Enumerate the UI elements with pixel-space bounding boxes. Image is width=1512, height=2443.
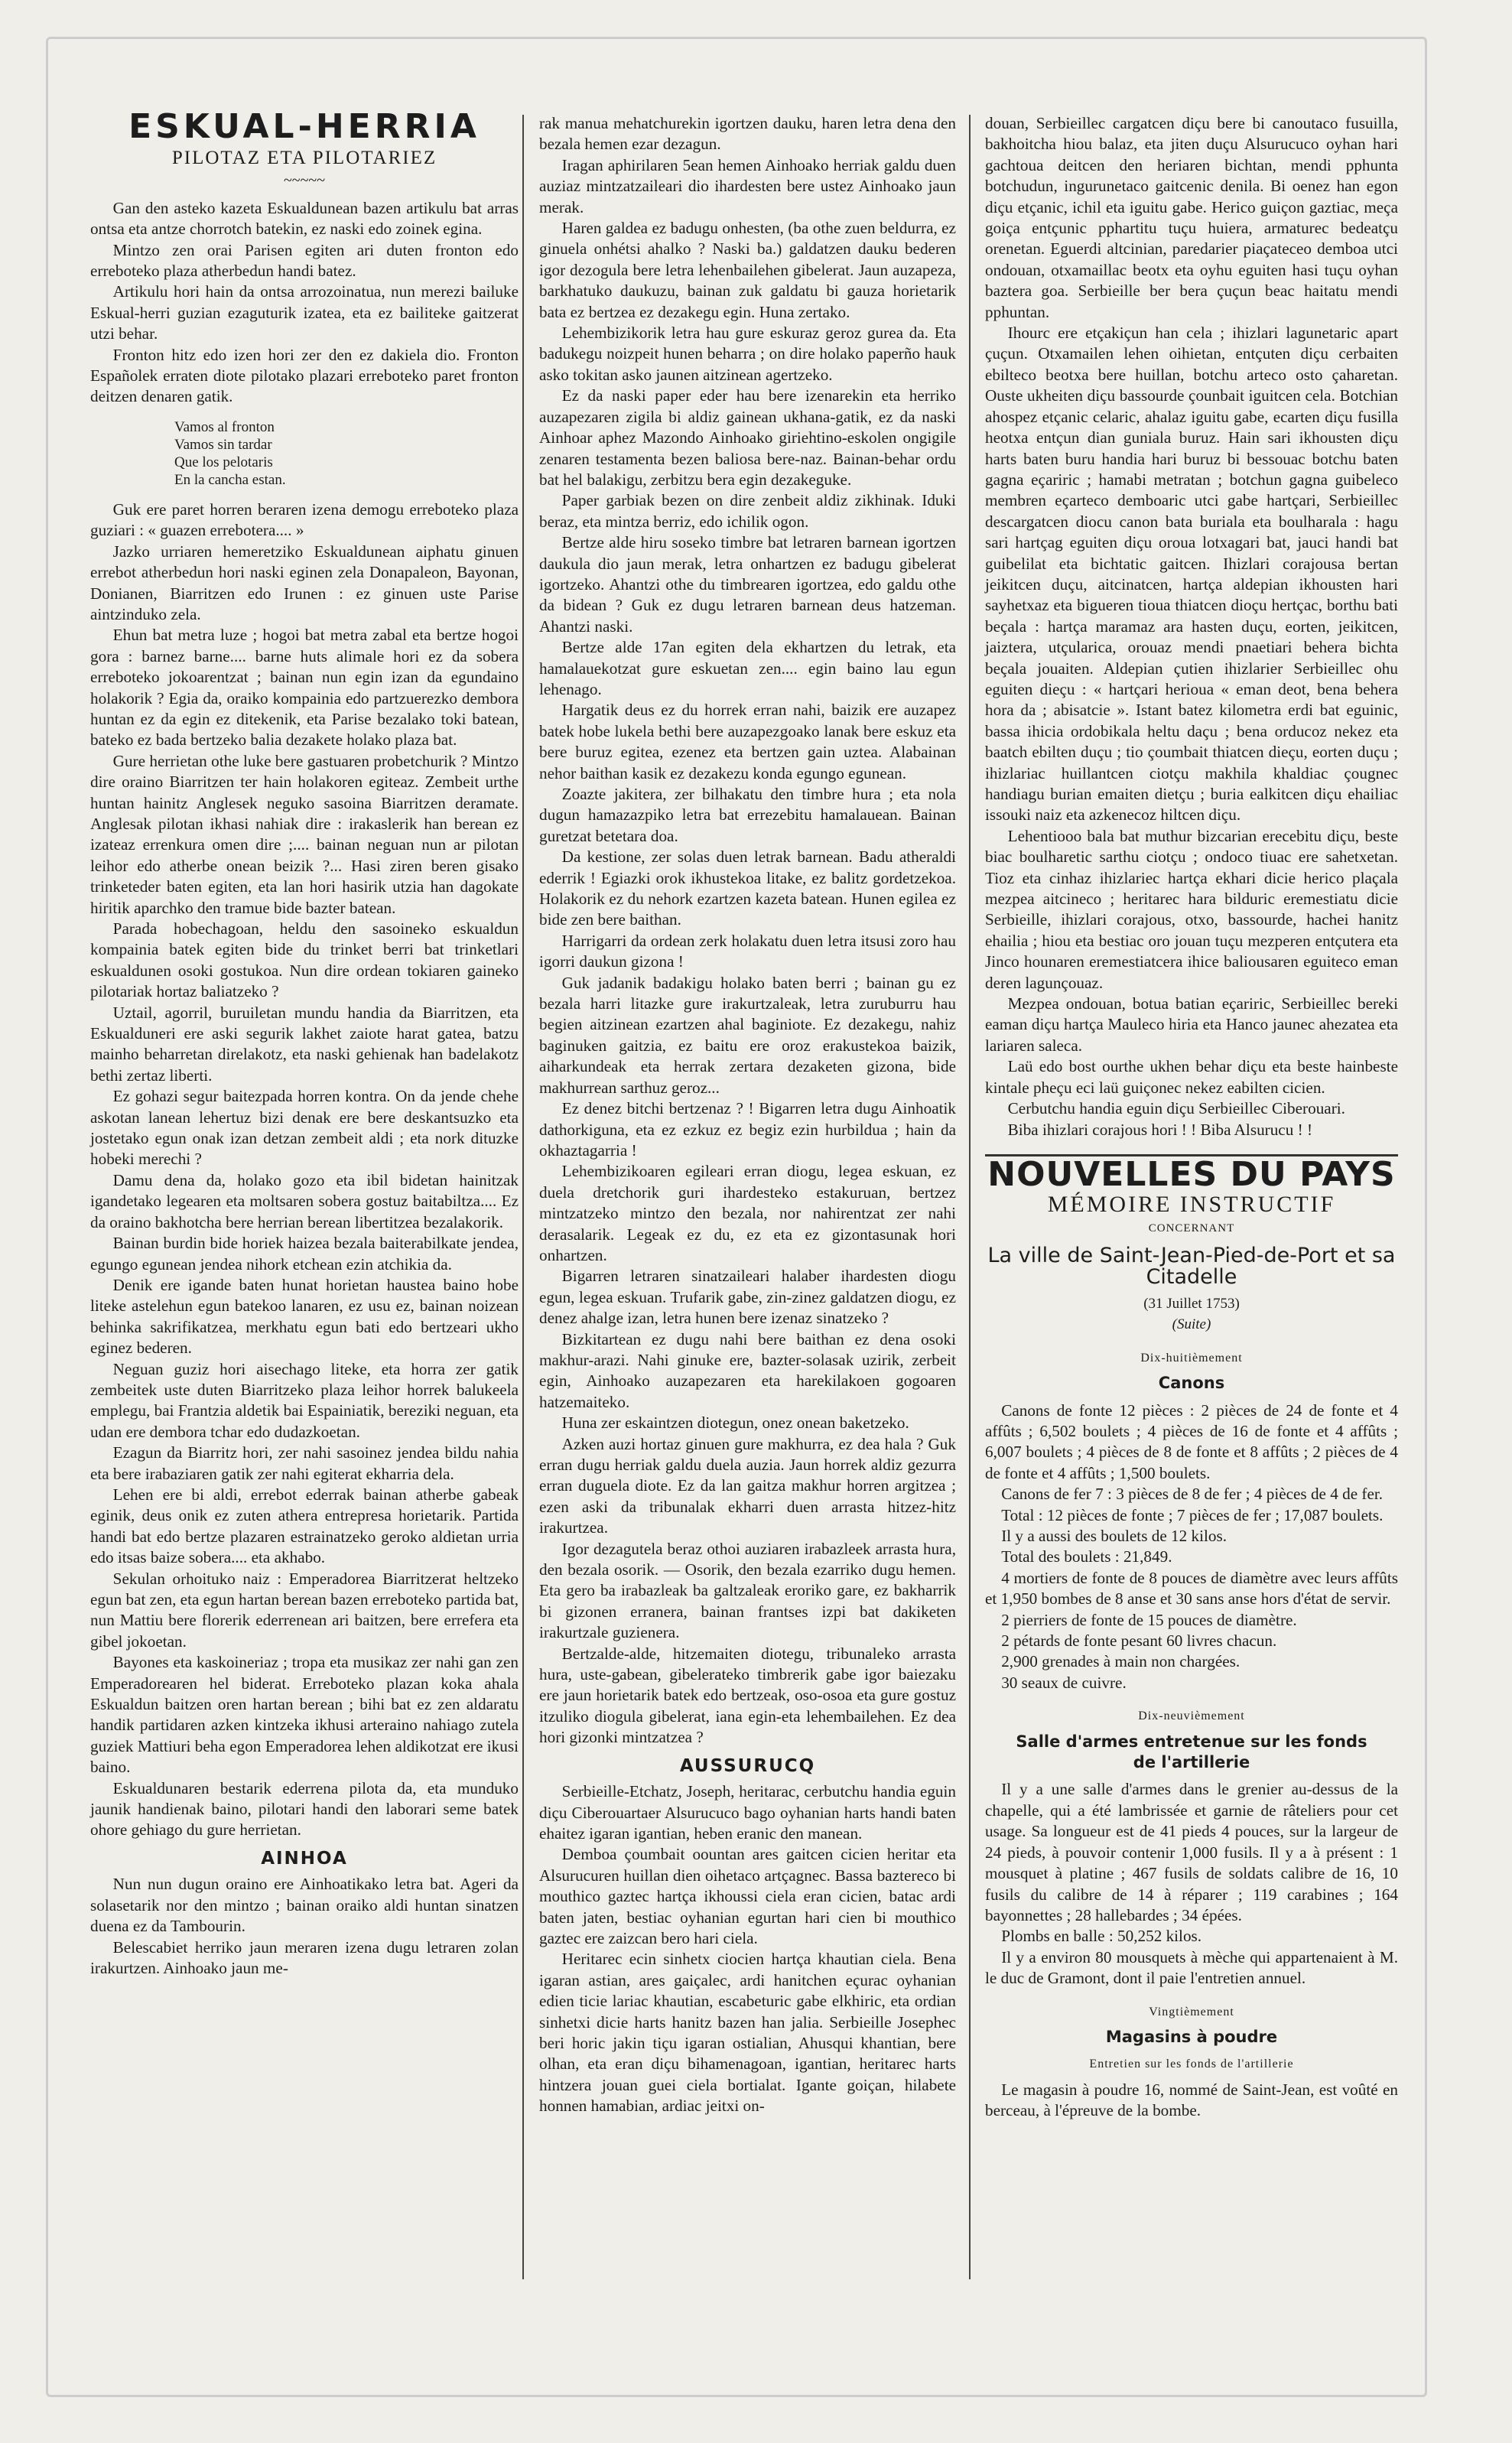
paragraph: Harrigarri da ordean zerk holakatu duen letra itsusi zoro hau igorri daukun gizona ! [539,931,956,971]
section-heading-aussurucq: AUSSURUCQ [679,1755,816,1776]
section-label-18: Dix-huitièmement [1140,1351,1243,1365]
paragraph: Biba ihizlari corajous hori ! ! Biba Alsurucu ! ! [1007,1120,1313,1139]
paragraph: Lehen ere bi aldi, errebot ederrak bainan atherbe gabeak eginik, deus onik ez zuten athera entrepresa horietarik. Partida handi bat edo bertze plazaren estrainatzeko geroko aldietan urria edo itsas baize sobera.... eta akhabo. [90,1485,519,1567]
paragraph: Total des boulets : 21,849. [1001,1547,1172,1566]
concernant-label: CONCERNANT [1148,1222,1235,1235]
paragraph: Sekulan orhoituko naiz : Emperadorea Biarritzerat heltzeko egun bat zen, eta egun hartan berean bazen erreboteko partida bat, nun Mattiu bere florerik ederrenean ari baitzen, bere errefera eta gibel jokoetan. [90,1569,519,1651]
column-1 [90,107,519,1979]
suite-label: (Suite) [1172,1316,1211,1333]
paragraph: Eskualdunaren bestarik ederrena pilota da, eta munduko jaunik handienak baino, pilotari handi den laborari seme batek ohore gehiago du gure herrietan. [90,1778,519,1840]
verse-line: En la cancha estan. [174,471,286,488]
paragraph: Zoazte jakitera, zer bilhakatu den timbre hura ; eta nola dugun hamazazpiko letra bat errezebitu hamalauean. Bainan guretzat betetara doa. [539,785,956,845]
memoire-date: (31 Juillet 1753) [1143,1295,1240,1312]
column-2 [539,113,956,2117]
paragraph: Serbieille-Etchatz, Joseph, heritarac, cerbutchu handia eguin diçu Ciberouartaer Alsurucuco bago oyhanian harts handi baten ehaitez igaran igantian, heben eranic den manean. [539,1782,956,1843]
paragraph: Jazko urriaren hemeretziko Eskualdunean aiphatu ginuen errebot atherbedun hori naski eginen zela Donapaleon, Bayonan, Donianen, Biarritzen edo Irunen : ez ginuen uste Parise aintzinduko zela. [90,542,519,623]
paragraph: Plombs en balle : 50,252 kilos. [1001,1927,1202,1946]
verse-block [174,418,519,489]
paragraph: Artikulu hori hain da ontsa arrozoinatua, nun merezi bailuke Eskual-herri guzian ezaguturik izatea, eta ez bailiteke gaitzerat utzi behar. [90,282,519,343]
paragraph: Denik ere igande baten hunat horietan haustea baino hobe liteke astelehun egun batekoo lanaren, ez usu ez, bainan noizean behinka sakrifikatzea, merkhatu egun bati edo bertzeari ukho eginez bederen. [90,1275,519,1358]
paragraph: Guk ere paret horren beraren izena demogu erreboteko plaza guziari : « guazen errebotera.... » [90,499,519,540]
paragraph: Hargatik deus ez du horrek erran nahi, baizik ere auzapez batek hobe lukela bethi bere auzapezgoako lanak bere eskuz eta bere buruz egitea, ezenez eta bertzen gain uztea. Alabainan nehor baithan kasik ez dezakezu konda egungo egunean. [539,701,956,782]
paragraph: Ez denez bitchi bertzenaz ? ! Bigarren letra dugu Ainhoatik dathorkiguna, eta ez ezkuz ez begiz ezin hurbildua ; hain da okhaztagarria ! [539,1099,956,1160]
paragraph: Il y a aussi des boulets de 12 kilos. [1001,1527,1227,1545]
section-label-20: Vingtièmement [1149,2005,1234,2018]
column-rule-2 [969,115,971,2279]
paragraph: Le magasin à poudre 16, nommé de Saint-Jean, est voûté en berceau, à l'épreuve de la bombe. [985,2080,1398,2120]
paragraph: Paper garbiak bezen on dire zenbeit aldiz zikhinak. Iduki beraz, eta mintza berriz, edo ichilik ogon. [539,491,956,531]
nouvelles-heading: NOUVELLES DU PAYS [985,1154,1398,1185]
paragraph: 30 seaux de cuivre. [1001,1673,1127,1692]
paragraph: Ez da naski paper eder hau bere izenarekin eta herriko auzapezaren zigila bi aldiz gainean ukhana-gatik, ez da naski Ainhoar aphez Mazondo Ainhoako giriehtino-eskolen ongigile zenaren testamenta bezen baliosa bere-naz. Bainan-behar ordu bat hel balakigu, zerbitzu bera egin dezakeguke. [539,386,956,489]
paragraph: Mintzo zen orai Parisen egiten ari duten fronton edo erreboteko plaza atherbedun handi batez. [90,240,519,281]
paragraph: douan, Serbieillec cargatcen diçu bere bi canoutaco fusuilla, bakhoitcha hiou balaz, eta jiten duçu Alsurucuco oyhan hari gachtoua deitcen den heriaren bichtan, mendi pphunta botchudun, ingurunetaco gaitcenic denila. Bi oenez han egon diçu etçanic, ichil eta iguitu gabe. Herico guiçon gaztiac, meça goiça entçunic pphartitu tuçu huiera, armaturec bedeatçu orenetan. Eguerdi altcinian, paredarier piaçateceo demboa utci ondouan, otxamaillac beotx eta oyhu eguiten hasi tuçu oyhan baztera goa. Serbieille ber bera çuçun beac haitatu mendi pphuntan. [985,114,1398,321]
section-title-magasins: Magasins à poudre [1105,2027,1278,2046]
paragraph: Demboa çoumbait oountan ares gaitcen cicien heritar eta Alsurucuren huillan dien oihetaco artçagnec. Bassa baztereco bi mouthico gaztec hartça ikhoussi ciela eran cicien, batac ardi baten jaten, bestiac oyhanian egurtan hari cien bi mouthico gaztec ere zaizcan bero hari ciela. [539,1845,956,1947]
paragraph: Bertze alde 17an egiten dela ekhartzen du letrak, eta hamalauekotzat gure eskuetan zen.... egin baino lau egun lehenago. [539,638,956,698]
paragraph: Ehun bat metra luze ; hogoi bat metra zabal eta bertze hogoi gora : barnez barne.... barne huts alimale hori ez da sobera erreboteko jokoarentzat ; bainan nun egin izan da egundaino holakorik ? Egia da, oraiko kompainia edo partzuerezko dembora huntan ez da egin ez ditekenik, eta Parise bezalako toki batean, bateko ez bada bertzeko balia dezakete holako plaza bat. [90,626,519,750]
paragraph: Mezpea ondouan, botua batian eçariric, Serbieillec bereki eaman diçu hartça Mauleco hiria eta Hanco jaunec ahezatea eta lariaren saleca. [985,994,1398,1055]
paragraph: Bigarren letraren sinatzaileari halaber ihardesten diogu egun, legea eskuan. Trufarik gabe, zin-zinez galdatzen diogu, ez denez ahalge izan, letra hunen bere izenaz sinatzeko ? [539,1267,956,1328]
paragraph: Ezagun da Biarritz hori, zer nahi sasoinez jendea bildu nahia eta bere irabaziaren gatik zer nahi egiterat ekharria dela. [90,1443,519,1483]
paragraph: Lehentiooo bala bat muthur bizcarian erecebitu diçu, beste biac boulharetic sarthu ciotçu ; ondoco tiuac ere sahetxetan. Tioz eta cinhaz ihizlariec hartça ekhari dicie herico plaçala mezpea aitcineco ; heritarec hara bilduric eremestiatu dicie Serbieille, ihizlari corajous, otxo, bassourde, hachei hanitz ehailia ; hiou eta bestiac oro jouan tuçu mezperen entçutera eta Jinco hounaren eremestiatcera ihice baliousaren eguiteco eman deren lagunçouaz. [985,826,1398,992]
paragraph: Heritarec ecin sinhetx ciocien hartça khautian ciela. Bena igaran astian, ares gaiçalec, ardi hanitchen eçurac oyhanian edien ticie lariac khautian, escabeturic gabe elkhiric, eta ordian sinhetxi dicie harts hanitz bazen han jalia. Serbieille Josephec beri horic jakin tiçu igaran ostialian, Ahusqui khantian, bere olhan, eta eran diçu bihamenagoan, igantian, heritarec harts hintzera jouan guei ciela bortialat. Igante goiçan, hilabete honnen hamabian, ardiac jeitxi on- [539,1950,956,2116]
paragraph: Haren galdea ez badugu onhesten, (ba othe zuen beldurra, ez ginuela onhétsi ahalko ? Naski ba.) galdatzen dauku bederen igor dezogula bere letra lehenbailehen gibelerat. Jaun auzapeza, barkhatuko daukuzu, bainan zuk galdatu bi gauza horietarik bata ez bertzea ez dezakegu egin. Huna zertako. [539,219,956,321]
paragraph: Il y a une salle d'armes dans le grenier au-dessus de la chapelle, qui a été lambrissée et garnie de râteliers pour cet usage. Sa longueur est de 41 pieds 4 pouces, sur la largeur de 24 pieds, à pouvoir contenir 1,000 fusils. Il y a à présent : 1 mousquet à platine ; 467 fusils de soldats calibre de 16, 10 fusils du calibre de 14 à réparer ; 119 carabines ; 164 bayonnettes ; 28 hallebardes ; 34 épées. [985,1780,1398,1924]
verse-line: Vamos al fronton [174,418,275,435]
memoire-title: MÉMOIRE INSTRUCTIF [1047,1192,1336,1218]
paragraph: Nun nun dugun oraino ere Ainhoatikako letra bat. Ageri da solasetarik nor den mintzo ; bainan oraiko aldi huntan sinatzen duena ez da Tambourin. [90,1875,519,1936]
paragraph: Bertze alde hiru soseko timbre bat letraren barnean igortzen daukula dio jaun merak, letra onhartzen ez badugu gibelerat igortzeko. Ahantzi othe du timbrearen igortzea, edo galdu othe da bidean ? Guk ez dugu letraren barnean deus hatzeman. Ahantzi naski. [539,533,956,636]
paragraph: 4 mortiers de fonte de 8 pouces de diamètre avec leurs affûts et 1,950 bombes de 8 anse et 30 sans anse hors d'état de servir. [985,1568,1398,1609]
column-rule-1 [522,115,524,2279]
paragraph: Iragan aphirilaren 5ean hemen Ainhoako herriak galdu duen auziaz mintzatzaileari dio ihardesten bere ustez Ainhoako jaun merak. [539,155,956,216]
paragraph: Damu dena da, holako gozo eta ibil bidetan hainitzak igandetako legearen eta moltsaren sobera gostuz baitabiltza.... Ez da oraino bakhotcha bere herrian berean libertitzea bezalakorik. [90,1170,519,1231]
paragraph: Parada hobechagoan, heldu den sasoineko eskualdun kompainia batek egiten bide du trinket berri bat trinketlari eskualdunen osoki gostukoa. Nun dire ordean tokiaren gaineko pilotariak hortaz baliatzeko ? [90,919,519,1001]
section-subtitle-entretien: Entretien sur les fonds de l'artillerie [1089,2058,1294,2071]
paragraph: Total : 12 pièces de fonte ; 7 pièces de fer ; 17,087 boulets. [1001,1505,1384,1524]
paragraph: Guk jadanik badakigu holako baten berri ; bainan gu ez bezala harri litazke gure irakurtzaleak, letra zuruburru hau begien aitzinean ezartzen ahal baginiote. Ez dezakegu, nahiz baginuken gaitzia, ez baitu ere oroz erakustekoa baizik, aiharkundeak eta herrak zertara dezaketen gizona, bide makhurrean sarthuz geroz... [539,973,956,1097]
paragraph: Igor dezagutela beraz othoi auziaren irabazleek arrasta hura, den bezala osorik. — Osorik, den bezala ezarriko dugu hemen. Eta gero ba irabazleak ba galtzaleak eroriko gare, ez bakharrik bi gizonen erranera, bainan frantses izpi bat dakiketen irakurtzale guzienera. [539,1539,956,1642]
paragraph: Laü edo bost ourthe ukhen behar diçu eta beste hainbeste kintale pheçu eci laü guiçonec nekez eabilten cicien. [985,1057,1398,1097]
paragraph: Ihourc ere etçakiçun han cela ; ihizlari lagunetaric apart çuçun. Otxamailen lehen oihietan, entçuten diçu cerbaiten ebilteco beotxa bere huillan, botchu arteco osto çaharetan. Ouste ukheiten diçu bassourde çounbait iguitcen cela. Botchian ahospez etçanic celaric, ahalaz iguitu gabe, ecarten diçu fusilla heotxa entçun dian guniala buruz. Hain sari ikhousten diçu harts baten buru handia hari buruz bi bessouac botchu baten gagna eçariric ; hamabi metratan ; botchun gagna guibeleco membren eçarteco demboaric utci gabe hartçari, Serbieillec descargatcen diocu canon bata buriala eta boulharala : hagu sari hartçag eguiten diçu oroua lotxagari bat, jauci handi bat guibelilat eta bichtatic gaitcen. Ihizlari corajousa bertan jeikitcen duçu, aitcinatcen, hartça aldepian ikhousten hari sayhetxaz eta bigueren tioua thiatcen dioçu hertçac, borthu bati beçala : hartça maramaz ara hasten duçu, eorten, jeikitcen, jaiztera, utçularica, orouaz mendi pnaetiari behera bichta beçala jouaiten. Aldepian çutien ihizlarier Serbieillec ohu eguiten dieçu : « hartçari herioua « eman deot, bena behera hora da ; abisatcie ». Istant batez kilometra erdi bat eguinic, bassa ihicia ordobikala heltu daçu ; bena orducoz nekez eta baatch ebilten duçu ; tio çoumbait thiatcen dieçu, eorten duçu ; ihizlariac huillantcen ciotçu makhila khaldiac çougnec handiagu burian emaiten dietçu ; buria ealkitcen diçu ehailiac issouki naiz eta azkenecoz hiltcen diçu. [985,324,1398,825]
paragraph: rak manua mehatchurekin igortzen dauku, haren letra dena den bezala hemen ezar dezagun. [539,114,956,154]
paragraph: Bainan burdin bide horiek haizea bezala baiterabilkate jendea, egungo egunean jendea nihork etchean ezin atchikia da. [90,1234,519,1274]
paragraph: Bizkitartean ez dugu nahi bere baithan ez dena osoki makhur-arazi. Nahi ginuke ere, bazter-solasak uzirik, zerbeit egin, Ainhoako auzapezaren eta harekilakoen gogoaren hatzemaiteko. [539,1329,956,1411]
section-title-artillerie: de l'artillerie [1133,1753,1250,1772]
column-3 [985,113,1398,2122]
paragraph: Ez gohazi segur baitezpada horren kontra. On da jende chehe askotan lanean lehertuz bizi denak ere bere deskantsuzko eta jostetako egun onak izan detzan zembeit aldi ; eta nork dituzke hobeki merechi ? [90,1087,519,1169]
paragraph: 2 pierriers de fonte de 15 pouces de diamètre. [1001,1610,1297,1629]
section-title-salle-armes: Salle d'armes entretenue sur les fonds [1016,1732,1367,1751]
paragraph: Azken auzi hortaz ginuen gure makhurra, ez dea hala ? Guk erran dugu herriak galdu duela auzia. Jaun horrek aldiz gezurra erran duguela diote. Ez da lan gaitza makhur horren argitzea ; ezen aski da tribunalak ekharri duen arrasta hitzez-hitz irakurtzea. [539,1434,956,1537]
verse-line: Vamos sin tardar [174,436,272,453]
paragraph: Gure herrietan othe luke bere gastuaren probetchurik ? Mintzo dire oraino Biarritzen ter hain holakoren egiteaz. Zembeit urthe huntan hainitz Anglesek neguko sasoina Biarritzen deramate. Anglesak pilotan ikhasi nahiak dire : irakaslerik han berean ez izateaz errenkura omen dire ;.... bainan neguan nun ar pilotan leihor edo atherbe onean beizik ?... Hasi ziren beren gisako trinketeder baten egiten, eta lan hori hasirik utzia han dagokate hiritik aparchko den tramue bide bazter batean. [90,751,519,917]
paragraph: Belescabiet herriko jaun meraren izena dugu letraren zolan irakurtzen. Ainhoako jaun me- [90,1937,519,1977]
paragraph: Canons de fonte 12 pièces : 2 pièces de 24 de fonte et 4 affûts ; 6,502 boulets ; 4 pièces de 16 de fonte et 4 affûts ; 6,007 boulets ; 4 pièces de 8 de fonte et 8 affûts ; 2 pièces de 4 de fonte et 4 affûts ; 1,500 boulets. [985,1400,1398,1482]
paragraph: Lehembizikorik letra hau gure eskuraz geroz gurea da. Eta badukegu noizpeit hunen beharra ; on dire holako paperño hauk asko tokitan asko jaunen aitzinean agertzeko. [539,324,956,384]
paragraph: Uztail, agorril, buruiletan mundu handia da Biarritzen, eta Eskualduneri ere aski segurik lakhet zaiote harat gatea, batzu mainho beharretan direlakotz, eta naski gehienak han badelakotz bethi zertaz liberti. [90,1003,519,1085]
ville-title: La ville de Saint-Jean-Pied-de-Port et sa Citadelle [987,1244,1396,1289]
paragraph: Huna zer eskaintzen diotegun, onez onean baketzeko. [561,1413,909,1433]
section-label-19: Dix-neuvièmement [1138,1709,1245,1723]
masthead: ESKUAL-HERRIA [128,107,480,146]
paragraph: 2,900 grenades à main non chargées. [1001,1652,1240,1671]
paragraph: Da kestione, zer solas duen letrak barnean. Badu atheraldi ederrik ! Egiazki orok ikhustekoa litake, ez balitz gordetzekoa. Holakorik ez du nehork ezartzen kazeta batean. Hunen egilea ez bide zen bere baithan. [539,847,956,929]
paragraph: Lehembizikoaren egileari erran diogu, legea eskuan, ez duela dretchorik guri ihardesteko estakuruan, bertzez mintzatzeko mintzo den bezala, nor nahirentzat zer nahi derasalarik. Legeak ez du, ez eta ez gizontasunak hori onhartzen. [539,1162,956,1264]
paragraph: Bertzalde-alde, hitzemaiten diotegu, tribunaleko arrasta hura, uste-gabean, gibelerateko timbrerik gabe igor baiezaku ere jaun horietarik batek edo bertzeak, oso-osoa eta gure gostuz itzuliko diogula gibelerat, iana egin-eta lehembailehen. Ez dea hori gizonki mintzatzea ? [539,1644,956,1747]
ornament: ~~~~~ [283,171,326,189]
paragraph: Cerbutchu handia eguin diçu Serbieillec Ciberouari. [1007,1099,1345,1118]
paragraph: Gan den asteko kazeta Eskualdunean bazen artikulu bat arras ontsa eta antze chorrotch batekin, ez naski edo zoinek egina. [90,198,519,239]
paragraph: Fronton hitz edo izen hori zer den ez dakiela dio. Fronton Españolek erraten diote pilotako plazari erreboteko paret fronton deitzen denaren gatik. [90,345,519,406]
paragraph: 2 pétards de fonte pesant 60 livres chacun. [1001,1631,1277,1651]
article-subtitle: PILOTAZ ETA PILOTARIEZ [171,148,437,169]
section-title-canons: Canons [1158,1374,1225,1393]
paragraph: Neguan guziz hori aisechago liteke, eta horra zer gatik zembeitek uste duten Biarritzeko plaza leihor horrek balukeela emplegu, bai Frantzia aldetik bai Espainiatik, bereziki neguan, eta udan ere dembora tchar edo dudazkoetan. [90,1359,519,1441]
paragraph: Il y a environ 80 mousquets à mèche qui appartenaient à M. le duc de Gramont, dont il paie l'entretien annuel. [985,1947,1398,1988]
paragraph: Bayones eta kaskoineriaz ; tropa eta musikaz zer nahi gan zen Emperadorearen hel biderat. Erreboteko plazan koka ahala Eskualdun baitzen oren hartan berean ; bihi bat ez zen aldaratu handik partidaren azken kintzeka ikhusi arteraino nahiago zutela guziek Mattiuri beha egon Emperadorea lehen aldikotzat ere ikusi baino. [90,1653,519,1777]
paragraph: Canons de fer 7 : 3 pièces de 8 de fer ; 4 pièces de 4 de fer. [1001,1485,1384,1504]
section-heading-ainhoa: AINHOA [261,1848,348,1869]
verse-line: Que los pelotaris [174,454,273,470]
